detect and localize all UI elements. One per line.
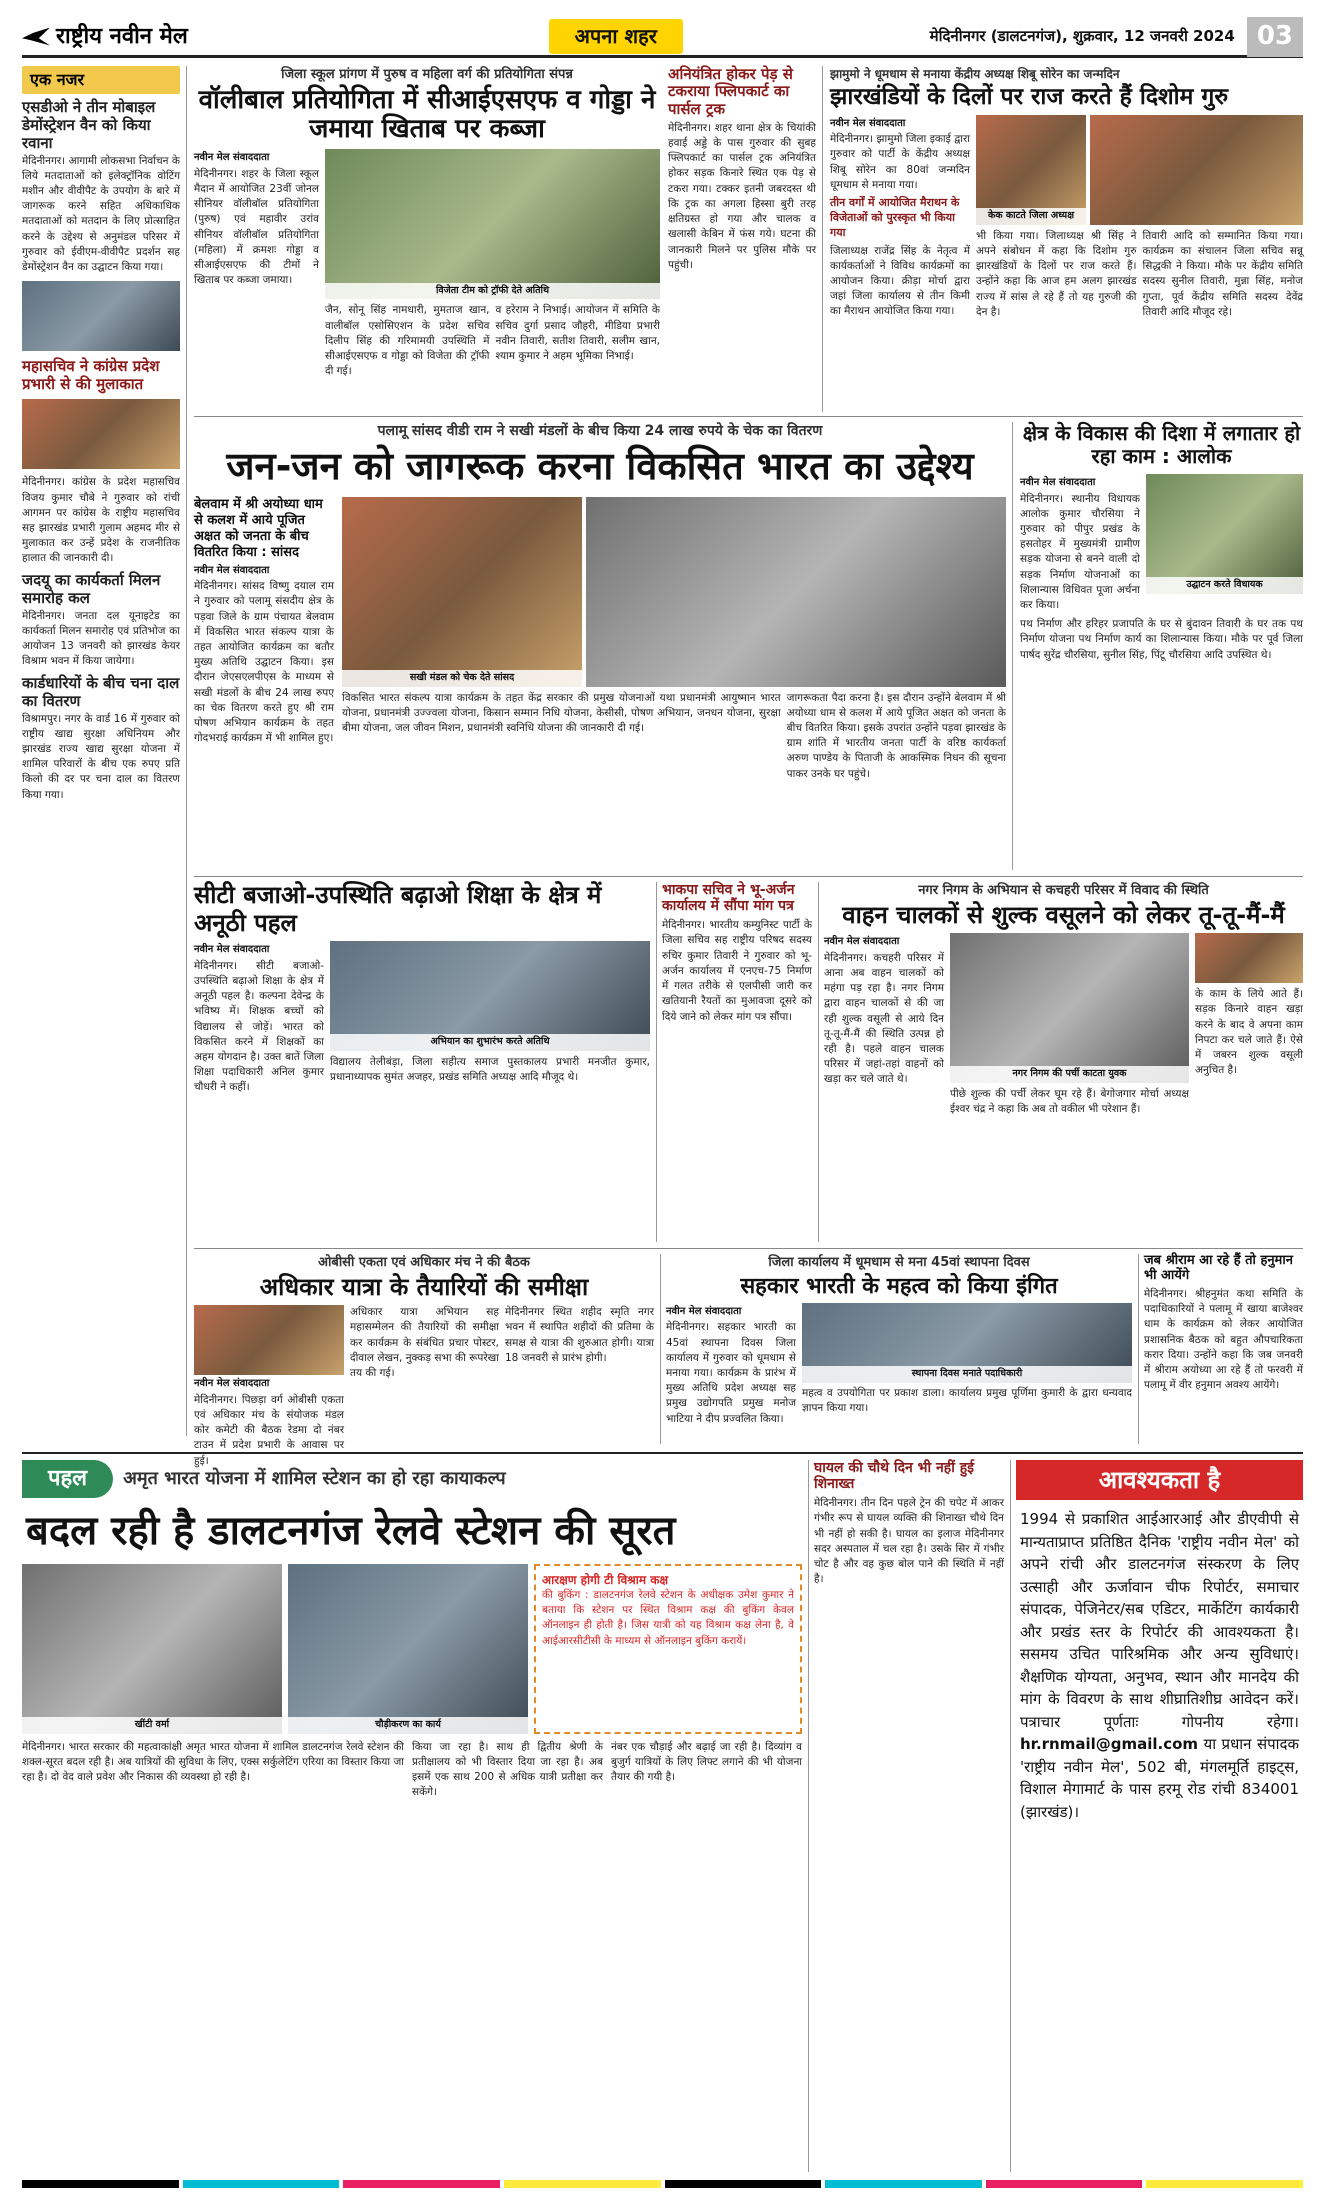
nagar-nigam-kicker: नगर निगम के अभियान से कचहरी परिसर में विवाद की स्थिति xyxy=(918,883,1209,898)
shriram-headline: जब श्रीराम आ रहे हैं तो हनुमान भी आयेंगे xyxy=(1144,1253,1293,1283)
sahkar-byline: नवीन मेल संवाददाता xyxy=(666,1305,742,1317)
shibu-body-4: तिवारी आदि को सम्मानित किया गया। कार्यक्रम का संचालन जिला सचिव सन्नू सिद्धकी ने किया। मौके पर केंद्रीय समिति सदस्य सुनील तिवारी, मुन्ना सिंह, मनोज गुप्ता, पूर्व केंद्रीय समिति सदस्य देवेंद्र तिवारी आदि मौजूद रहे। xyxy=(1142,229,1303,318)
whistle-body: मेदिनीनगर। सीटी बजाओ-उपस्थिति बढ़ाओ शिक्षा के क्षेत्र में अनूठी पहल है। कल्पना देवेन्द्र के भविष्य में। शिक्षक बच्चों को विद्यालय से जोड़ें। भारत को विकसित करने में शिक्षकों का अहम योगदान है। उक्त बातें जिला शिक्षा पदाधिकारी अनिल कुमार चौधरी ने कहीं। xyxy=(194,959,324,1094)
alok-body: मेदिनीनगर। स्थानीय विधायक आलोक कुमार चौरसिया ने गुरुवार को पीपुर प्रखंड के हसतोहर में मुख्यमंत्री ग्रामीण सड़क योजना से बनने वाली दो सड़क निर्माण योजनाओं का शिलान्यास विधिवत पूजा अर्चना कर किया। xyxy=(1020,492,1140,612)
volleyball-body: मेदिनीनगर। शहर के जिला स्कूल मैदान में आयोजित 23वीं जोनल सीनियर वॉलीबॉल प्रतियोगिता (पुरुष) एवं महावीर उरांव सीनियर वॉलीबॉल प्रतियोगिता (महिला) में क्रमशः गोड्डा व सीआईएसएफ की टीमों ने खिताब पर कब्जा जमाया। xyxy=(194,167,319,287)
volleyball-photo xyxy=(325,149,660,299)
volleyball-headline: वॉलीबाल प्रतियोगिता में सीआईएसएफ व गोड्डा ने जमाया खिताब पर कब्जा xyxy=(198,84,656,145)
vdram-sidehead: बेलवाम में श्री अयोध्या धाम से कलश में आये पूजित अक्षत को जनता के बीच वितरित किया : सांसद xyxy=(194,496,323,561)
railway-info-box xyxy=(534,1564,802,1734)
volleyball-story xyxy=(194,66,660,412)
masthead xyxy=(22,18,1303,58)
sahkar-headline: सहकार भारती के महत्व को किया इंगित xyxy=(740,1273,1058,1299)
volleyball-kicker: जिला स्कूल प्रांगण में पुरुष व महिला वर्ग की प्रतियोगिता संपन्न xyxy=(281,67,573,82)
obc-headline: अधिकार यात्रा के तैयारियों की समीक्षा xyxy=(259,1272,589,1301)
vacancy-email[interactable]: hr.rnmail@gmail.com xyxy=(1020,1735,1199,1754)
reg-black xyxy=(22,2180,179,2188)
alok-headline: क्षेत्र के विकास की दिशा में लगातार हो रहा काम : आलोक xyxy=(1022,421,1301,468)
bhakpa-story xyxy=(662,882,812,1242)
pahal-label: पहल xyxy=(22,1460,113,1498)
volleyball-photo-caption: विजेता टीम को ट्रॉफी देते अतिथि xyxy=(325,283,660,300)
railway-body: मेदिनीनगर। भारत सरकार की महत्वाकांक्षी अमृत भारत योजना में शामिल डालटनगंज रेलवे स्टेशन की शक्ल-सूरत बदल रही है। अब यात्रियों की सुविधा के लिए, एक्स सर्कुलेटिंग एरिया का विस्तार किया जा रहा है। दो वेद वाले प्रवेश और निकास की व्यवस्था हो रही है। xyxy=(22,1740,404,1784)
shriram-body: मेदिनीनगर। श्रीहनुमंत कथा समिति के पदाधिकारियों ने पलामू में खाया बाजेश्वर धाम के कार्यक्रम को लेकर आयोजित प्रशासनिक बैठक को बहुत औपचारिकता करार दिया। उन्होंने कहा कि जब जनवरी में श्रीराम अयोध्या आ रहे हैं तो फरवरी में पलामू में वीर हनुमान अवश्य आयेंगे। xyxy=(1144,1287,1303,1392)
shibu-photo-1 xyxy=(976,115,1086,225)
reg-cyan-2 xyxy=(825,2180,982,2188)
shibu-photo-2 xyxy=(1090,115,1303,225)
alok-body-2: पथ निर्माण और हरिहर प्रजापति के घर से बुंदावन तिवारी के घर तक पथ निर्माण योजना पथ निर्माण कार्य का शिलान्यास किया। मौके पर पूर्व जिला पार्षद सुरेंद्र चौरसिया, सुनील सिंह, पिंटू चौरसिया आदि उपस्थित थे। xyxy=(1020,618,1303,661)
obc-body-3: मेदिनीनगर स्थित शहीद स्मृति नगर भवन में स्थापित शहीदों की प्रतिमा के समक्ष से यात्रा की शुरुआत होगी। यात्रा 18 जनवरी से प्रारंभ होगी। xyxy=(505,1306,654,1364)
divider xyxy=(186,66,187,1436)
divider xyxy=(22,1452,1303,1454)
sahkar-body-2: महत्व व उपयोगिता पर प्रकाश डाला। कार्यालय प्रमुख पूर्णिमा कुमारी के द्वारा धन्यवाद ज्ञापन किया गया। xyxy=(802,1386,1132,1415)
brief-headline-4: कार्डधारियों के बीच चना दाल का वितरण xyxy=(22,673,180,710)
reg-black-2 xyxy=(665,2180,822,2188)
vdram-photo-2 xyxy=(586,497,1006,687)
sahkar-photo-caption: स्थापना दिवस मनाते पदाधिकारी xyxy=(802,1366,1132,1383)
sahkar-body: मेदिनीनगर। सहकार भारती का 45वां स्थापना दिवस जिला कार्यालय में गुरुवार को धूमधाम से मनाया गया। कार्यक्रम के प्रारंभ में मुख्य अतिथि प्रदेश अध्यक्ष सह प्रमुख उद्योगपति प्रमुख मनोज भाटिया ने दीप प्रज्वलित किया। xyxy=(666,1321,796,1425)
section-banner xyxy=(302,19,930,54)
nagar-nigam-body: मेदिनीनगर। कचहरी परिसर में आना अब वाहन चालकों को महंगा पड़ रहा है। नगर निगम द्वारा वाहन चालकों से की जा रही शुल्क वसूली से आये दिन तू-तू-मैं-मैं की स्थिति उत्पन्न हो रही है। पहले वाहन चालक परिसर में जहां-तहां वाहनों को खड़ा कर चले जाते थे। xyxy=(824,951,944,1086)
reg-magenta xyxy=(343,2180,500,2188)
shibu-headline: झारखंडियों के दिलों पर राज करते हैं दिशोम गुरु xyxy=(830,84,1229,111)
brief-body-1: मेदिनीनगर। आगामी लोकसभा निर्वाचन के लिये मतदाताओं को इलेक्ट्रॉनिक वोटिंग मशीन और वीवीपैट के उपयोग के बारे में जागरूक करने सहित अधिकाधिक मतदाताओं को मतदान के लिए प्रोत्साहित करने के उद्देश्य से अनुमंडल परिसर में गुरुवार को ईवीएम-वीवीपैट प्रदर्शन सह डेमोंस्ट्रेशन वैन का उद्घाटन किया गया। xyxy=(22,154,180,274)
truck-story xyxy=(668,66,816,412)
vdram-body-2: विकसित भारत संकल्प यात्रा कार्यक्रम के तहत केंद्र सरकार की प्रमुख योजनाओं यथा प्रधानमंत्री आयुष्मान भारत योजना, प्रधानमंत्री उज्ज्वला योजना, किसान सम्मान निधि योजना, केसीसी, पोषण अभियान, जनधन योजना, सुरक्षा बीमा योजना, जल जीवन मिशन, प्रधानमंत्री स्वनिधि योजना की जानकारी दी गई। xyxy=(342,691,781,735)
sahkar-kicker: जिला कार्यालय में धूमधाम से मना 45वां स्थापना दिवस xyxy=(768,1255,1030,1270)
railway-photo-2 xyxy=(288,1564,528,1734)
vacancy-address: संपादक 'राष्ट्रीय नवीन मेल', 502 बी, मंगलमूर्ति हाइट्स, विशाल मेगामार्ट के पास हरमू रोड रांची 834001 (झारखंड)। xyxy=(1020,1735,1299,1821)
shibu-byline: नवीन मेल संवाददाता xyxy=(830,117,906,129)
vacancy-email-tail: या प्रधान xyxy=(1203,1735,1252,1754)
injured-body: मेदिनीनगर। तीन दिन पहले ट्रेन की चपेट में आकर गंभीर रूप से घायल व्यक्ति की शिनाख्त चौथे दिन भी नहीं हो सकी है। घायल का इलाज मेदिनीनगर सदर अस्पताल में चल रहा है। उसके सिर में गंभीर चोट है और वह कुछ बोल पाने की स्थिति में नहीं है। xyxy=(814,1497,1004,1586)
railway-box-title: आरक्षण होगी टी विश्राम कक्ष xyxy=(542,1572,669,1587)
nagar-nigam-photo-caption: नगर निगम की पर्ची काटता युवक xyxy=(950,1066,1189,1083)
vacancy-text: 1994 से प्रकाशित आईआरआई और डीएवीपी से मान्यताप्राप्त प्रतिष्ठित दैनिक 'राष्ट्रीय नवीन मेल' को अपने रांची और डालटनगंज संस्करण के लिए उत्साही और ऊर्जावान चीफ रिपोर्टर, समाचार संपादक, पेजिनेटर/सब एडिटर, मार्केटिंग कार्यकारी और प्रखंड स्तर के रिपोर्टर की आवश्यकता है। ससमय उचित पारिश्रमिक और अन्य सुविधाएं। शैक्षणिक योग्यता, अनुभव, स्थान और मानदेय की मांग के विवरण के साथ शीघ्रातिशीघ्र आवेदन करें। पत्राचार पूर्णताः गोपनीय रहेगा। xyxy=(1020,1510,1299,1731)
divider xyxy=(194,416,1303,417)
vdram-photo-1 xyxy=(342,497,582,687)
whistle-story xyxy=(194,882,650,1242)
railway-box-body: की बुकिंग : डालटनगंज रेलवे स्टेशन के अधीक्षक उमेश कुमार ने बताया कि स्टेशन पर स्थित विश्राम कक्ष की बुकिंग केवल ऑनलाइन ही होती है। जिस यात्री को यह विश्राम कक्ष लेना है, वे आईआरसीटीसी के माध्यम से ऑनलाइन बुकिंग करायें। xyxy=(542,1588,794,1647)
shibu-story xyxy=(830,66,1303,412)
bhakpa-headline: भाकपा सचिव ने भू-अर्जन कार्यालय में सौंपा मांग पत्र xyxy=(662,882,795,915)
vacancy-ad xyxy=(1016,1460,1303,2172)
vdram-body: मेदिनीनगर। सांसद विष्णु दयाल राम ने गुरुवार को पलामू संसदीय क्षेत्र के पड़वा जिले के ग्राम पंचायत बेलवाम में विकसित भारत संकल्प यात्रा के तहत आयोजित कार्यक्रम का बतौर मुख्य अतिथि उद्घाटन किया। इस दौरान जेएसएलपीएस के माध्यम से सखी मंडलों के बीच 24 लाख रुपए का चेक वितरण करते हुए श्री राम पोषण अभियान कार्यक्रम के तहत गोदभराई कार्यक्रम में भी शामिल हुए। xyxy=(194,580,334,745)
sahkar-photo xyxy=(802,1303,1132,1383)
divider xyxy=(194,1248,1303,1249)
registration-bar xyxy=(22,2180,1303,2188)
brief-body-2: मेदिनीनगर। कांग्रेस के प्रदेश महासचिव विजय कुमार चौबे ने गुरुवार को रांची आगमन पर कांग्रेस के राष्ट्रीय महासचिव सह झारखंड प्रभारी गुलाम अहमद मीर से मुलाकात कर उन्हें प्रदेश के राजनीतिक हालात की जानकारी दी। xyxy=(22,476,180,565)
page-number: 03 xyxy=(1247,17,1303,57)
brief-headline-3: जदयू का कार्यकर्ता मिलन समारोह कल xyxy=(22,570,161,607)
reg-cyan xyxy=(183,2180,340,2188)
injured-headline: घायल की चौथे दिन भी नहीं हुई शिनाख्त xyxy=(814,1460,975,1493)
dateline: मेदिनीनगर (डालटनगंज), शुक्रवार, 12 जनवरी 2024 xyxy=(929,27,1235,46)
whistle-photo xyxy=(330,941,650,1051)
brief-body-4: विश्रामपुर। नगर के वार्ड 16 में गुरुवार को राष्ट्रीय खाद्य सुरक्षा अधिनियम और झारखंड राज्य खाद्य सुरक्षा योजना में शामिल परिवारों के बीच एक रुपए प्रति किलो की दर पर चना दाल का वितरण किया गया। xyxy=(22,712,180,801)
bird-logo-icon xyxy=(22,28,50,46)
brief-headline-2: महासचिव ने कांग्रेस प्रदेश प्रभारी से की मुलाकात xyxy=(22,357,160,394)
railway-photo-1 xyxy=(22,1564,282,1734)
alok-photo xyxy=(1146,474,1303,594)
brief-body-3: मेदिनीनगर। जनता दल यूनाइटेड का कार्यकर्ता मिलन समारोह एवं प्रतिभोज का आयोजन 13 जनवरी को झारखंड केयर विश्राम भवन में किया जायेगा। xyxy=(22,609,180,668)
vdram-photo-caption: सखी मंडल को चेक देते सांसद xyxy=(342,670,582,687)
obc-kicker: ओबीसी एकता एवं अधिकार मंच ने की बैठक xyxy=(318,1255,530,1270)
railway-body-2: किया जा रहा है। साथ ही द्वितीय श्रेणी के प्रतीक्षालय को भी विस्तार दिया जा रहा है। अब इसमें एक साथ 200 से अधिक यात्री प्रतीक्षा कर सकेंगे। xyxy=(412,1740,603,1799)
reg-magenta-2 xyxy=(986,2180,1143,2188)
volleyball-body-2: जैन, सोनू सिंह नामधारी, मुमताज खान, वालीबॉल एसोसिएशन के प्रदेश सचिव दिलीप सिंह की गरिमामयी उपस्थिति में सीआईएसएफ व गोड्डा को विजेता की ट्रॉफी दी गई। xyxy=(325,304,490,378)
paper-name: राष्ट्रीय नवीन मेल xyxy=(56,23,188,49)
vdram-story xyxy=(194,422,1006,870)
whistle-photo-caption: अभियान का शुभारंभ करते अतिथि xyxy=(330,1034,650,1051)
bhakpa-body: मेदिनीनगर। भारतीय कम्युनिस्ट पार्टी के जिला सचिव सह राष्ट्रीय परिषद सदस्य रुचिर कुमार तिवारी ने गुरुवार को भू-अर्जन कार्यालय में एनएच-75 निर्माण में गलत तरीके से एलपीसी जारी कर खतियानी रैयतों का मुआवजा दूसरे को दिये जाने को लेकर मांग पत्र सौंपा। xyxy=(662,919,812,1023)
divider xyxy=(1012,422,1013,870)
railway-kicker: अमृत भारत योजना में शामिल स्टेशन का हो रहा कायाकल्प xyxy=(123,1467,506,1489)
obc-photo xyxy=(194,1305,344,1375)
divider xyxy=(656,882,657,1242)
truck-body: मेदिनीनगर। शहर थाना क्षेत्र के चियांकी हवाई अड्डे के पास गुरुवार की सुबह फ्लिपकार्ट का पार्सल ट्रक अनियंत्रित होकर सड़क किनारे स्थित एक पेड़ से टकरा गया। टक्कर इतनी जबरदस्त थी कि ट्रक का अगला हिस्सा बुरी तरह क्षतिग्रस्त हो गया और चालक व खलासी केबिन में फंस गये। घटना की जानकारी मिलने पर पुलिस मौके पर पहुंची। xyxy=(668,121,816,271)
ek-nazar-label: एक नजर xyxy=(22,66,180,94)
nagar-nigam-body-2: पीछे शुल्क की पर्ची लेकर घूम रहे हैं। बेगोजगार मोर्चा अध्यक्ष ईश्वर चंद्र ने कहा कि अब तो वकील भी परेशान हैं। xyxy=(950,1088,1189,1116)
vdram-headline: जन-जन को जागरूक करना विकसित भारत का उद्देश्य xyxy=(226,443,974,488)
shibu-body-3: भी किया गया। जिलाध्यक्ष श्री सिंह ने अपने संबोधन में कहा कि दिशोम गुरु झारखंडियों के दिलों पर राज करते हैं। उन्होंने कहा कि आज हम अलग झारखंड राज्य में सांस ले रहे हैं तो यह गुरुजी की देन है। xyxy=(976,229,1137,318)
railway-photo-caption-2: चौड़ीकरण का कार्य xyxy=(288,1717,528,1734)
paper-logo xyxy=(22,22,302,52)
whistle-headline: सीटी बजाओ-उपस्थिति बढ़ाओ शिक्षा के क्षेत्र में अनूठी पहल xyxy=(194,881,602,937)
obc-byline: नवीन मेल संवाददाता xyxy=(194,1378,270,1390)
brief-photo-1 xyxy=(22,281,180,351)
railway-photo-caption-1: खींटी वर्मा xyxy=(22,1717,282,1734)
divider xyxy=(660,1254,661,1444)
brief-headline-1: एसडीओ ने तीन मोबाइल डेमोंस्ट्रेशन वैन को किया रवाना xyxy=(22,97,156,152)
divider xyxy=(808,1460,809,2172)
obc-story xyxy=(194,1254,654,1467)
divider xyxy=(194,876,1303,877)
vacancy-body xyxy=(1016,1500,1303,1831)
obc-body-2: अधिकार यात्रा अभियान सह महासम्मेलन की तैयारियों की समीक्षा कर कार्यक्रम के संबंधित प्रचार पोस्टर, दीवाल लेखन, नुक्कड़ सभा की रूपरेखा तय की गई। xyxy=(350,1306,499,1380)
truck-headline: अनियंत्रित होकर पेड़ से टकराया फ्लिपकार्ट का पार्सल ट्रक xyxy=(668,65,793,118)
nagar-nigam-byline: नवीन मेल संवाददाता xyxy=(824,936,900,948)
railway-story xyxy=(22,1460,802,2172)
vdram-kicker: पलामू सांसद वीडी राम ने सखी मंडलों के बीच किया 24 लाख रुपये के चेक का वितरण xyxy=(377,423,823,439)
vacancy-heading: आवश्यकता है xyxy=(1016,1460,1303,1500)
reg-yellow xyxy=(504,2180,661,2188)
sahkar-story xyxy=(666,1254,1132,1444)
divider xyxy=(1138,1254,1139,1444)
whistle-byline: नवीन मेल संवाददाता xyxy=(194,944,270,956)
brief-photo-2 xyxy=(22,399,180,469)
nagar-nigam-photo xyxy=(950,933,1189,1083)
divider xyxy=(818,882,819,1242)
vdram-body-3: जागरूकता पैदा करना है। इस दौरान उन्होंने बेलवाम में श्री अयोध्या धाम से कलश में आये पूजित अक्षत को जनता के बीच वितरित किया। इसके उपरांत उन्होंने पड़वा झारखंड के ग्राम शांति में भारतीय जनता पार्टी के वरिष्ठ कार्यकर्ता अरुण पाण्डेय के पिताजी के आकस्मिक निधन की सूचना पाकर उनके घर पहुंचे। xyxy=(786,691,1006,780)
vdram-byline: नवीन मेल संवाददाता xyxy=(194,564,270,576)
nagar-nigam-headline: वाहन चालकों से शुल्क वसूलने को लेकर तू-तू-मैं-मैं xyxy=(842,900,1285,929)
shibu-photo-caption: केक काटते जिला अध्यक्ष xyxy=(976,208,1086,225)
nagar-nigam-thumb xyxy=(1195,933,1303,983)
railway-body-3: नंबर एक चौड़ाई और बढ़ाई जा रही है। दिव्यांग व बुजुर्ग यात्रियों के लिए लिफ्ट लगाने की भी योजना तैयार की गयी है। xyxy=(611,1740,802,1784)
volleyball-byline: नवीन मेल संवाददाता xyxy=(194,152,270,164)
shibu-body: मेदिनीनगर। झामुमो जिला इकाई द्वारा गुरुवार को पार्टी के केंद्रीय अध्यक्ष शिबू सोरेन का 80वां जन्मदिन धूमधाम से मनाया गया। xyxy=(830,133,970,191)
nagar-nigam-body-3: के काम के लिये आते हैं। सड़क किनारे वाहन खड़ा करने के बाद वे अपना काम निपटा कर चले जाते हैं। ऐसे में जबरन शुल्क वसूली अनुचित है। xyxy=(1195,988,1303,1077)
alok-story xyxy=(1020,422,1303,870)
divider xyxy=(822,66,823,412)
left-column xyxy=(22,66,180,1436)
shibu-body-2: जिलाध्यक्ष राजेंद्र सिंह के नेतृत्व में कार्यकर्ताओं ने विविध कार्यक्रमों का आयोजन किया। क्रीड़ा मोर्चा द्वारा जहां जिला कार्यालय से तीन किमी का मैराथन आयोजित किया गया। xyxy=(830,244,970,318)
volleyball-body-3: व हरेराम ने निभाई। आयोजन में समिति के सचिव दुर्गा प्रसाद जौहरी, मीडिया प्रभारी नवीन तिवारी, सतीश तिवारी, सलीम खान, श्याम कुमार ने अहम भूमिका निभाई। xyxy=(495,304,660,362)
reg-yellow-2 xyxy=(1146,2180,1303,2188)
whistle-body-2: विद्यालय तेलीबंड़ा, जिला सहीत्य समाज पुस्तकालय प्रभारी मनजीत कुमार, प्रधानाध्यापक सुमंत अजहर, प्रखंड समिति अध्यक्ष आदि मौजूद थे। xyxy=(330,1056,650,1084)
alok-photo-caption: उद्घाटन करते विधायक xyxy=(1146,577,1303,594)
obc-body: मेदिनीनगर। पिछड़ा वर्ग ओबीसी एकता एवं अधिकार मंच के संयोजक मंडल कोर कमेटी की बैठक रेडमा दो नंबर टाउन में प्रदेश प्रभारी के आवास पर हुई। xyxy=(194,1393,344,1467)
railway-headline: बदल रही है डालटनगंज रेलवे स्टेशन की सूरत xyxy=(26,1507,676,1554)
nagar-nigam-story xyxy=(824,882,1303,1242)
divider xyxy=(1010,1460,1011,2172)
shriram-story xyxy=(1144,1254,1303,1444)
shibu-kicker: झामुमो ने धूमधाम से मनाया केंद्रीय अध्यक्ष शिबू सोरेन का जन्मदिन xyxy=(830,67,1120,81)
injured-story xyxy=(814,1460,1004,2172)
alok-byline: नवीन मेल संवाददाता xyxy=(1020,477,1096,488)
section-title: अपना शहर xyxy=(549,19,683,54)
shibu-subhead: तीन वर्गों में आयोजित मैराथन के विजेताओं को पुरस्कृत भी किया गया xyxy=(830,196,960,239)
